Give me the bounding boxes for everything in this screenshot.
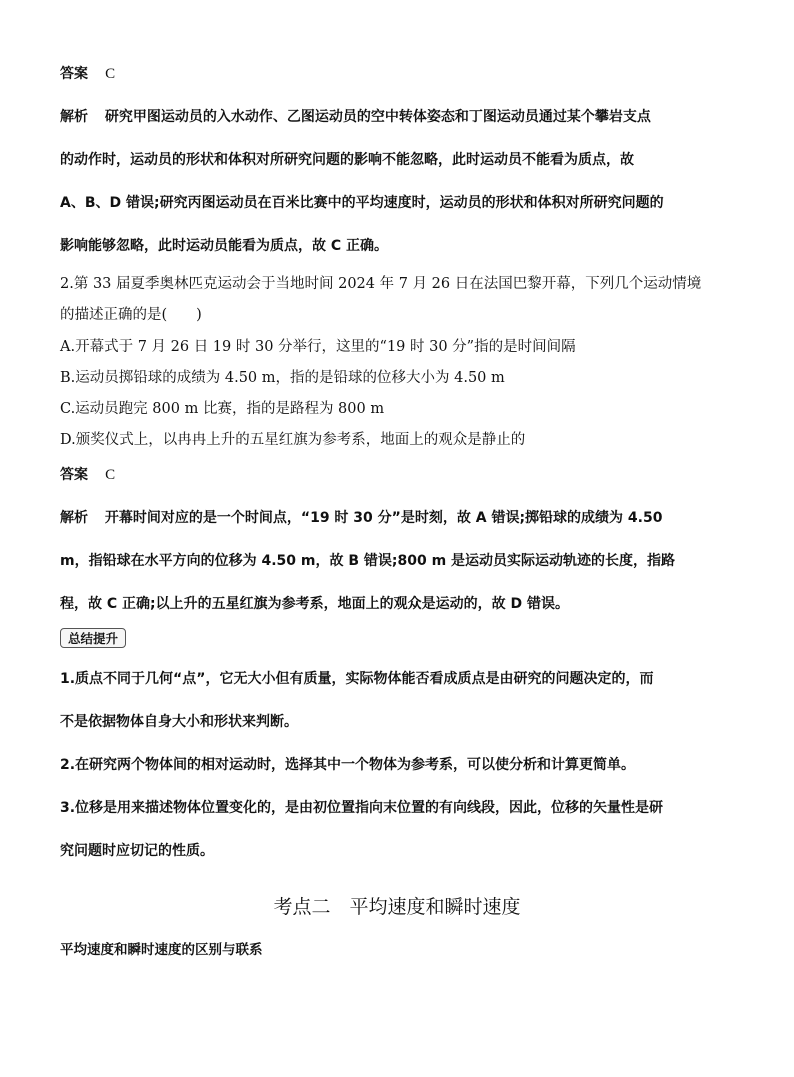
analysis-label: 解析 [60, 109, 88, 125]
analysis-1-line-2: 的动作时，运动员的形状和体积对所研究问题的影响不能忽略，此时运动员不能看为质点，故 [60, 152, 634, 168]
question-2-option-d: D.颁奖仪式上，以冉冉上升的五星红旗为参考系，地面上的观众是静止的 [60, 432, 526, 448]
question-2-option-b: B.运动员掷铅球的成绩为 4.50 m，指的是铅球的位移大小为 4.50 m [60, 370, 505, 386]
question-2-stem-line-2: 的描述正确的是( ) [60, 307, 202, 323]
analysis-2-line-3: 程，故 C 正确;以上升的五星红旗为参考系，地面上的观众是运动的，故 D 错误。 [60, 596, 569, 612]
analysis-label: 解析 [60, 510, 88, 526]
question-2-stem-line-1: 2.第 33 届夏季奥林匹克运动会于当地时间 2024 年 7 月 26 日在法国巴黎开幕，下列几个运动情境 [60, 276, 702, 292]
section-title: 考点二 平均速度和瞬时速度 [273, 896, 521, 918]
analysis-1-line-3: A、B、D 错误;研究丙图运动员在百米比赛中的平均速度时，运动员的形状和体积对所研究问题的 [60, 195, 664, 211]
analysis-2-line-1: 解析 开幕时间对应的是一个时间点，“19 时 30 分”是时刻，故 A 错误;掷铅球的成绩为 4.50 [60, 510, 663, 526]
summary-line-5: 究问题时应切记的性质。 [60, 843, 214, 859]
answer-label: 答案 [60, 467, 88, 483]
answer-1 [60, 63, 736, 83]
summary-line-2: 不是依据物体自身大小和形状来判断。 [60, 714, 298, 730]
analysis-2-line-2: m，指铅球在水平方向的位移为 4.50 m，故 B 错误;800 m 是运动员实际运动轨迹的长度，指路 [60, 553, 676, 569]
answer-label: 答案 [60, 66, 88, 82]
summary-badge: 总结提升 [60, 628, 126, 648]
analysis-1-line-4: 影响能够忽略，此时运动员能看为质点，故 C 正确。 [60, 238, 389, 254]
answer-value: C [105, 66, 116, 82]
section-subtitle: 平均速度和瞬时速度的区别与联系 [60, 942, 263, 958]
answer-value: C [105, 467, 116, 483]
answer-2 [60, 464, 736, 484]
summary-line-3: 2.在研究两个物体间的相对运动时，选择其中一个物体为参考系，可以使分析和计算更简单。 [60, 757, 636, 773]
analysis-1-line-1: 解析 研究甲图运动员的入水动作、乙图运动员的空中转体姿态和丁图运动员通过某个攀岩支点 [60, 109, 651, 125]
question-2-option-c: C.运动员跑完 800 m 比赛，指的是路程为 800 m [60, 401, 385, 417]
summary-line-4: 3.位移是用来描述物体位置变化的，是由初位置指向末位置的有向线段，因此，位移的矢量性是研 [60, 800, 664, 816]
summary-line-1: 1.质点不同于几何“点”，它无大小但有质量，实际物体能否看成质点是由研究的问题决定的，而 [60, 671, 654, 687]
question-2-option-a: A.开幕式于 7 月 26 日 19 时 30 分举行，这里的“19 时 30 分”指的是时间间隔 [60, 339, 576, 355]
